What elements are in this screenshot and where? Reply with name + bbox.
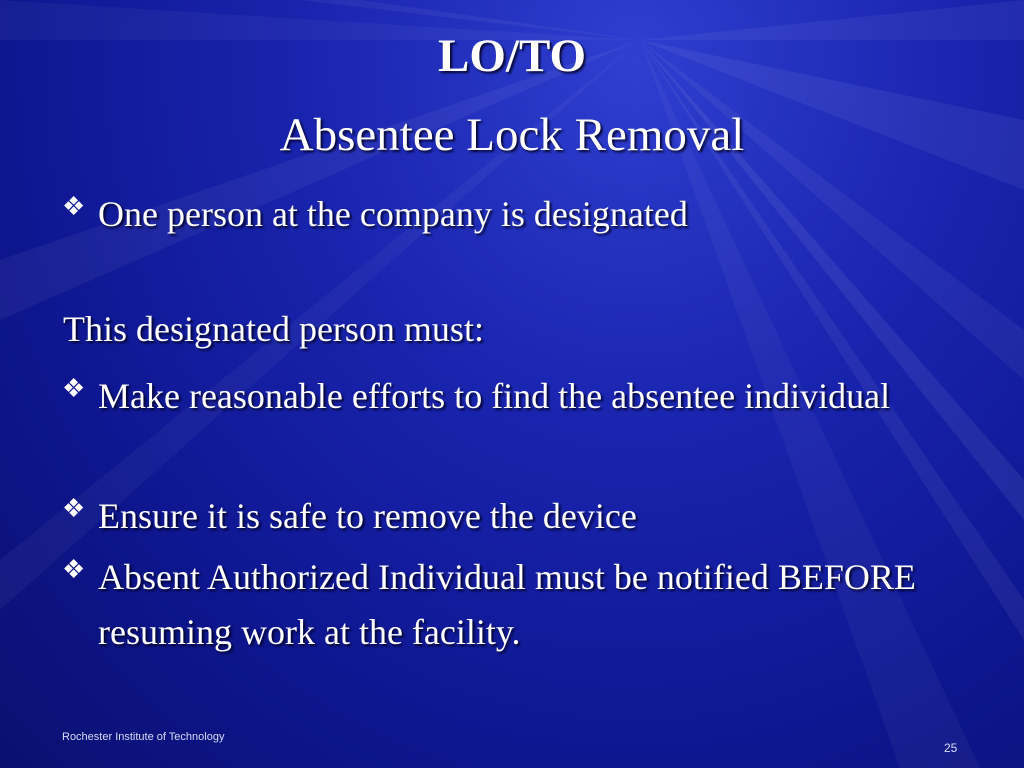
bullet-text: Absent Authorized Individual must be notified BEFORE resuming work at the facility.: [98, 557, 916, 652]
diamond-bullet-icon: ❖: [62, 555, 86, 584]
bullet-text: Make reasonable efforts to find the absentee individual: [98, 376, 891, 416]
body-text: This designated person must:: [63, 309, 484, 349]
diamond-bullet-icon: ❖: [62, 494, 86, 523]
page-number: 25: [944, 741, 958, 755]
diamond-bullet-icon: ❖: [62, 192, 86, 221]
bullet-text: One person at the company is designated: [98, 194, 688, 234]
diamond-bullet-icon: ❖: [62, 374, 86, 403]
footer-organization: Rochester Institute of Technology: [62, 731, 225, 743]
slide-subtitle: Absentee Lock Removal: [279, 109, 745, 161]
slide-title: LO/TO: [437, 30, 587, 82]
bullet-item: [62, 187, 962, 242]
bullet-text: Ensure it is safe to remove the device: [98, 496, 637, 536]
bullet-item: [62, 369, 962, 424]
bullet-item: [62, 550, 962, 660]
bullet-item: [62, 489, 962, 544]
